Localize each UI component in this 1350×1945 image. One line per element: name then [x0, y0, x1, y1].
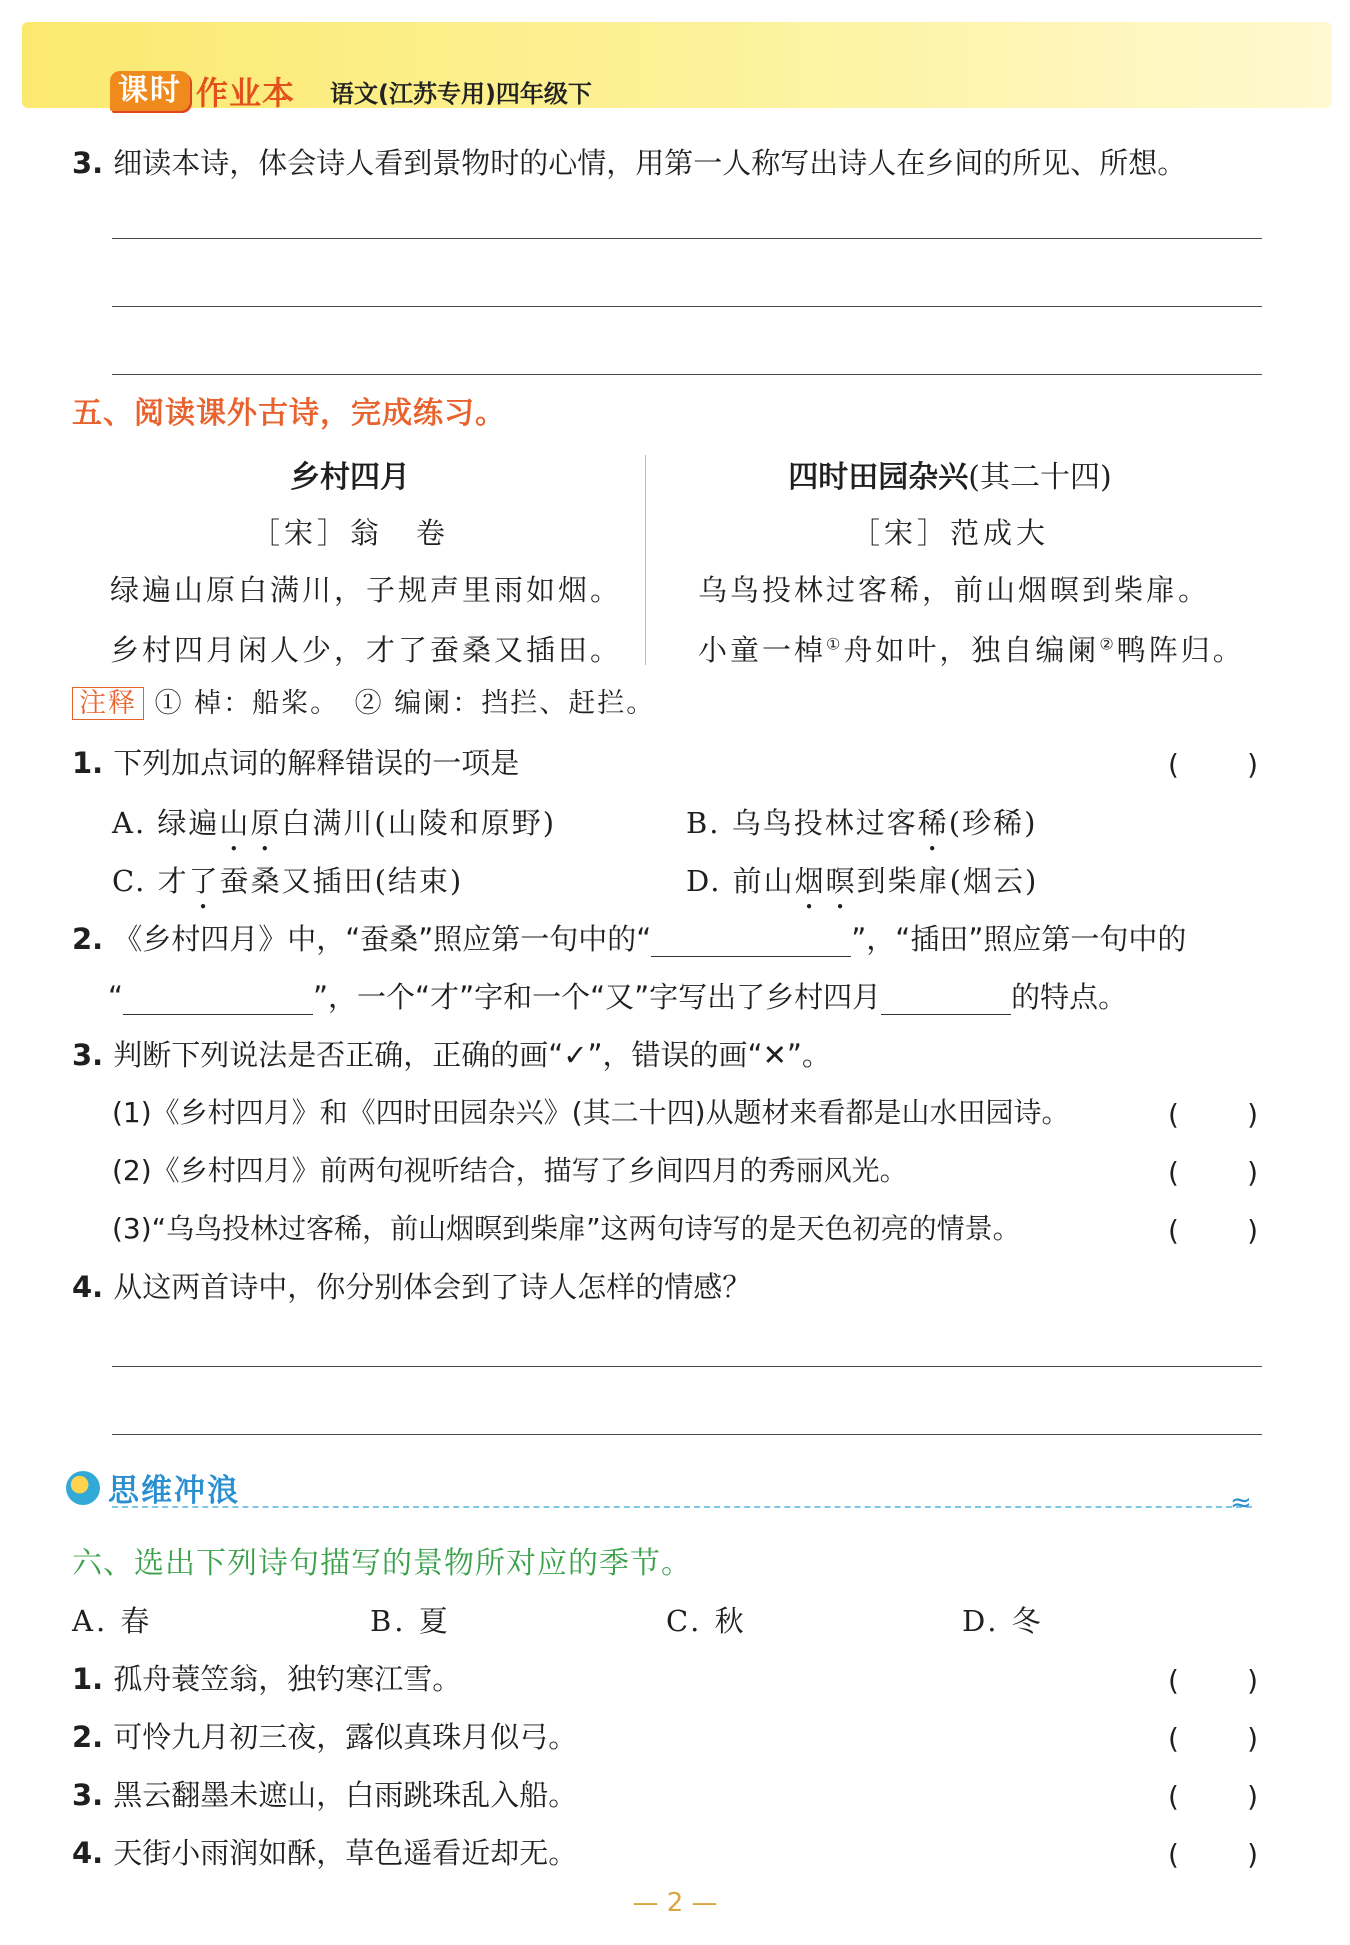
section-6-title: 六、选出下列诗句描写的景物所对应的季节。: [72, 1546, 692, 1581]
answer-parens[interactable]: ( ): [1168, 1664, 1258, 1697]
season-item-2: 2. 可怜九月初三夜，露似真珠月似弓。: [72, 1720, 578, 1754]
poem-notes: 注释 ① 棹：船桨。 ② 编阑：挡拦、赶拦。: [72, 688, 655, 720]
season-option-a: A. 春: [72, 1604, 153, 1638]
question-4: 4. 从这两首诗中，你分别体会到了诗人怎样的情感？: [72, 1270, 752, 1304]
thinking-banner: [66, 1465, 240, 1510]
judge-item-3: (3)“乌鸟投林过客稀，前山烟暝到柴扉”这两句诗写的是天色初亮的情景。: [112, 1212, 1021, 1245]
question-2-line-2: “ ”，一个“才”字和一个“又”字写出了乡村四月 的特点。: [108, 980, 1128, 1014]
judge-item-2: (2)《乡村四月》前两句视听结合，描写了乡间四月的秀丽风光。: [112, 1154, 908, 1187]
logo-name: 作业本: [196, 74, 296, 112]
fill-blank[interactable]: [651, 930, 851, 957]
answer-line[interactable]: [112, 1366, 1262, 1367]
poem-2-title: 四时田园杂兴(其二十四): [788, 460, 1112, 495]
question-3-top: 3. 细读本诗，体会诗人看到景物时的心情，用第一人称写出诗人在乡间的所见、所想。: [72, 146, 1187, 180]
answer-parens[interactable]: ( ): [1168, 1214, 1258, 1247]
season-option-c: C. 秋: [666, 1604, 747, 1638]
season-item-1: 1. 孤舟蓑笠翁，独钓寒江雪。: [72, 1662, 462, 1696]
question-3: 3. 判断下列说法是否正确，正确的画“✓”，错误的画“✕”。: [72, 1038, 831, 1072]
answer-parens[interactable]: ( ): [1168, 1838, 1258, 1871]
answer-line[interactable]: [112, 238, 1262, 239]
poem-1-line-2: 乡村四月闲人少，才了蚕桑又插田。: [110, 633, 623, 667]
option-a: A. 绿遍山原白满川(山陵和原野): [112, 806, 557, 840]
fill-blank[interactable]: [881, 988, 1011, 1015]
poem-1-title: 乡村四月: [290, 460, 410, 495]
judge-item-1: (1)《乡村四月》和《四时田园杂兴》(其二十四)从题材来看都是山水田园诗。: [112, 1096, 1070, 1129]
question-1: 1. 下列加点词的解释错误的一项是: [72, 746, 520, 780]
answer-line[interactable]: [112, 306, 1262, 307]
poem-divider: [645, 455, 646, 665]
poem-2-line-1: 乌鸟投林过客稀，前山烟暝到柴扉。: [698, 573, 1211, 607]
answer-line[interactable]: [112, 1434, 1262, 1435]
wave-logo-icon: [66, 1471, 100, 1505]
poem-2-line-2: 小童一棹①舟如叶，独自编阑②鸭阵归。: [698, 633, 1245, 667]
section-5-title: 五、阅读课外古诗，完成练习。: [72, 396, 506, 431]
banner-dashed-line: [112, 1506, 1252, 1508]
poem-1-author: ［宋］翁 卷: [250, 516, 449, 550]
answer-parens[interactable]: ( ): [1168, 1780, 1258, 1813]
season-option-d: D. 冬: [962, 1604, 1044, 1638]
notes-tag: 注释: [72, 687, 144, 720]
book-logo: [110, 68, 295, 114]
page-number: — 2 —: [632, 1888, 718, 1918]
answer-parens[interactable]: ( ): [1168, 1098, 1258, 1131]
answer-parens[interactable]: ( ): [1168, 1156, 1258, 1189]
fill-blank[interactable]: [123, 988, 313, 1015]
season-item-3: 3. 黑云翻墨未遮山，白雨跳珠乱入船。: [72, 1778, 578, 1812]
season-item-4: 4. 天街小雨润如酥，草色遥看近却无。: [72, 1836, 578, 1870]
season-option-b: B. 夏: [370, 1604, 451, 1638]
poem-1-line-1: 绿遍山原白满川，子规声里雨如烟。: [110, 573, 623, 607]
option-c: C. 才了蚕桑又插田(结束): [112, 864, 464, 898]
wave-icon: ≈: [1230, 1488, 1252, 1518]
answer-parens[interactable]: ( ): [1168, 1722, 1258, 1755]
poem-2-author: ［宋］范成大: [850, 516, 1049, 550]
book-info: 语文(江苏专用)四年级下: [330, 80, 592, 108]
thinking-title: 思维冲浪: [108, 1473, 240, 1509]
option-b: B. 乌鸟投林过客稀(珍稀): [686, 806, 1038, 840]
answer-line[interactable]: [112, 374, 1262, 375]
answer-parens[interactable]: ( ): [1168, 748, 1258, 781]
option-d: D. 前山烟暝到柴扉(烟云): [686, 864, 1039, 898]
logo-badge: 课时: [110, 71, 190, 111]
question-2-line-1: 2. 《乡村四月》中，“蚕桑”照应第一句中的“ ”，“插田”照应第一句中的: [72, 922, 1187, 956]
